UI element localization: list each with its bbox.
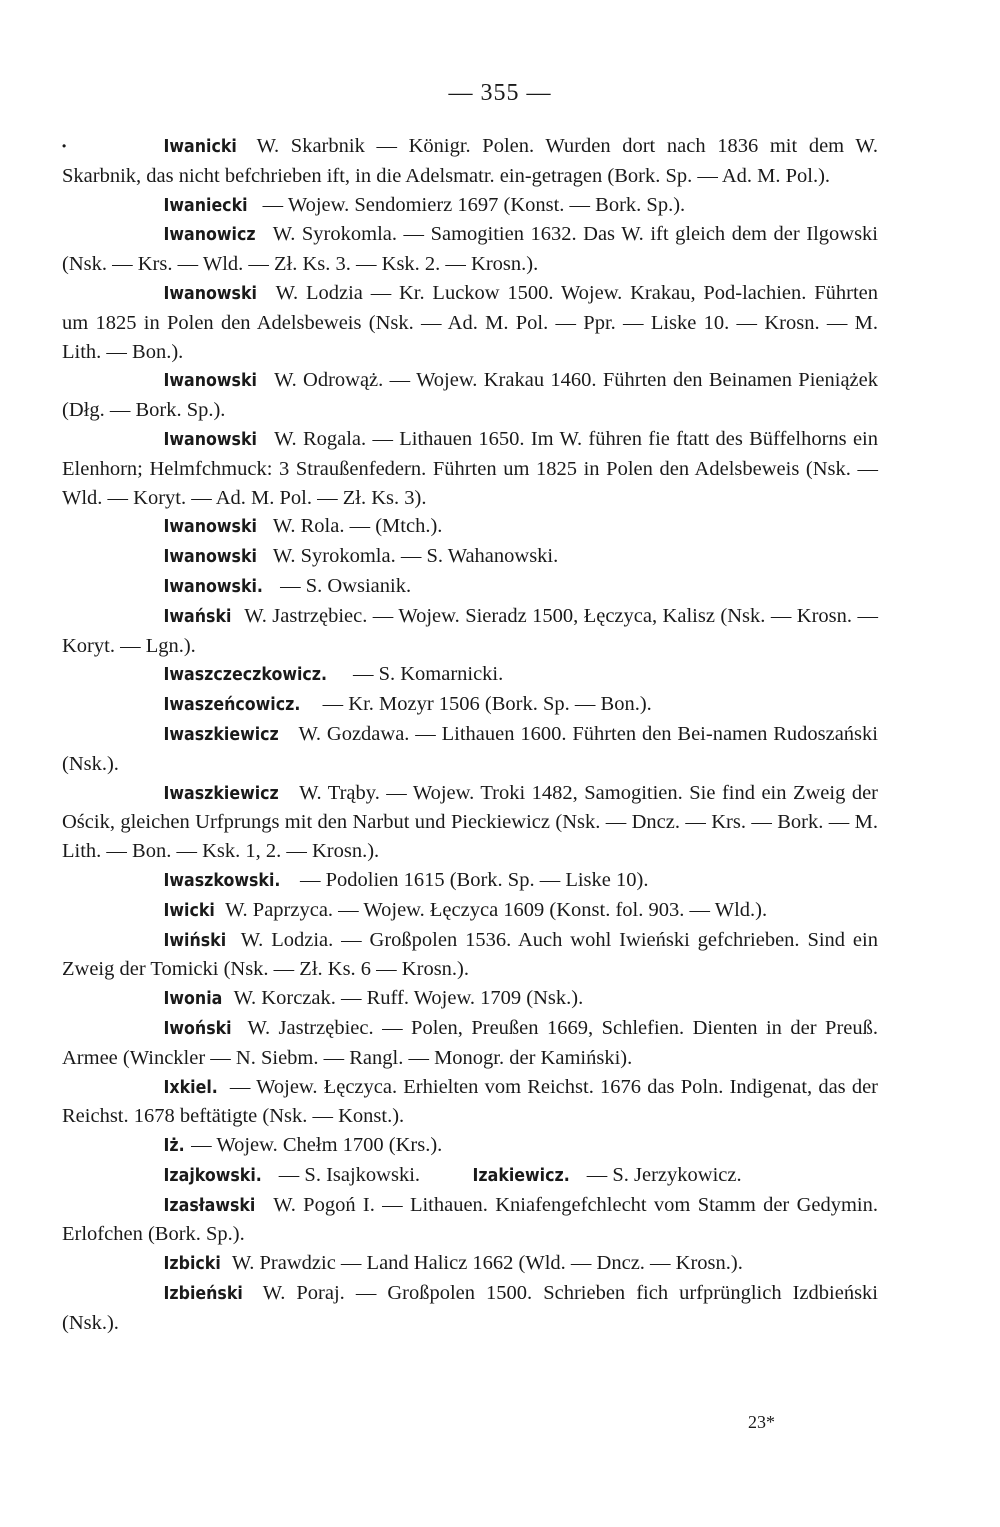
entry-text: W. Jastrzębiec. — Wojew. Sieradz 1500, Łęczyca, Kalisz (Nsk. — Krosn. — Koryt. — Lgn.). — [62, 604, 878, 657]
entry-text: W. Gozdawa. — Lithauen 1600. Führten den Bei-namen Rudoszański (Nsk.). — [62, 722, 878, 775]
entry-text: — S. Komarnicki. — [352, 663, 504, 686]
entry-headword: Iwaszkowski. — [163, 869, 281, 891]
entry-text: W. Rogala. — Lithauen 1650. Im W. führen fie ftatt des Büffelhorns ein Elenhorn; Helmfchmuck: 3 Straußenfedern. Führten um 1825 in Polen den Adelsbeweis (Nsk. — Wld. — Koryt. — Ad. M. Pol. — Zł. Ks. 3). — [62, 427, 878, 509]
entry — [62, 1161, 878, 1191]
entry — [62, 602, 878, 661]
entry-headword: Iwanowicz — [163, 224, 256, 246]
entry-text: W. Jastrzębiec. — Polen, Preußen 1669, Schlefien. Dienten in der Preuß. Armee (Winckler — N. Siebm. — Rangl. — Monogr. der Kamiński). — [62, 1016, 878, 1069]
entry-text: W. Prawdzic — Land Halicz 1662 (Wld. — Dncz. — Krosn.). — [231, 1252, 743, 1275]
entry — [62, 720, 878, 779]
entry — [62, 425, 878, 512]
entry-text: W. Paprzyca. — Wojew. Łęczyca 1609 (Konst. fol. 903. — Wld.). — [225, 898, 768, 921]
entry-text: — S. Owsianik. — [280, 574, 412, 597]
entry — [62, 926, 878, 985]
entry — [62, 512, 878, 542]
entry-text: — Wojew. Sendomierz 1697 (Konst. — Bork. Sp.). — [262, 193, 686, 216]
entry-headword: Izasławski — [163, 1194, 256, 1216]
entry-headword: Izakiewicz. — [472, 1164, 570, 1186]
entry — [62, 542, 878, 572]
entry-text: — S. Jerzykowicz. — [586, 1163, 742, 1186]
entry — [62, 1249, 878, 1279]
entry-text: W. Pogoń I. — Lithauen. Kniafengefchlecht vom Stamm der Gedymin. Erlofchen (Bork. Sp.). — [62, 1193, 878, 1246]
entry-text: W. Rola. — (Mtch.). — [272, 515, 443, 538]
entry-headword: Iwaszeńcowicz. — [163, 694, 301, 716]
entry-text: W. Syrokomla. — Samogitien 1632. Das W. ift gleich dem der Ilgowski (Nsk. — Krs. — Wld. — Zł. Ks. 3. — Ksk. 2. — Krosn.). — [62, 223, 878, 276]
entry-headword: Iwański — [163, 605, 232, 627]
entry-headword: Iwoński — [163, 1017, 232, 1039]
entry-text: W. Skarbnik — Königr. Polen. Wurden dort nach 1836 mit dem W. Skarbnik, das nicht befchrieben ift, in die Adelsmatr. ein-getragen (Bork. Sp. — Ad. M. Pol.). — [62, 135, 878, 187]
entry-text: — Wojew. Łęczyca. Erhielten vom Reichst. 1676 das Poln. Indigenat, das der Reichst. 1678 beftätigte (Nsk. — Konst.). — [62, 1075, 879, 1128]
entry-list — [62, 132, 878, 1338]
entry-headword: Iwanowski — [163, 370, 257, 392]
signature-mark: 23* — [748, 1412, 775, 1432]
entry-text: W. Korczak. — Ruff. Wojew. 1709 (Nsk.). — [233, 987, 584, 1010]
entry — [62, 279, 878, 366]
entry-headword: Iwanicki — [163, 136, 237, 157]
entry-headword: Iwanowski — [163, 546, 257, 568]
entry — [62, 220, 878, 279]
entry-headword: Iż. — [163, 1135, 185, 1157]
entry-headword: Izbicki — [163, 1253, 221, 1275]
entry-headword: Iwiński — [163, 929, 227, 951]
entry-headword: Iwaszczeczkowicz. — [163, 664, 328, 686]
entry — [62, 1279, 878, 1338]
entry — [62, 866, 878, 896]
entry-headword: Iwaszkiewicz — [163, 723, 279, 745]
entry — [62, 572, 878, 602]
entry — [62, 1014, 878, 1073]
entry-headword: Iwicki — [163, 899, 215, 921]
entry-text: — S. Isajkowski. — [278, 1163, 421, 1186]
entry-text: W. Lodzia — Kr. Luckow 1500. Wojew. Krakau, Pod-lachien. Führten um 1825 in Polen den Adelsbeweis (Nsk. — Ad. M. Pol. — Ppr. — Liske 10. — Krosn. — M. Lith. — Bon.). — [62, 281, 878, 363]
entry-text: W. Poraj. — Großpolen 1500. Schrieben fich urfprünglich Izdbieński (Nsk.). — [62, 1282, 878, 1334]
bullet-mark: • — [62, 139, 67, 153]
entry-text: — Kr. Mozyr 1506 (Bork. Sp. — Bon.). — [322, 693, 652, 716]
entry-text: W. Odrowąż. — Wojew. Krakau 1460. Führten den Beinamen Pieniążek (Dłg. — Bork. Sp.). — [62, 369, 878, 422]
entry — [62, 779, 878, 866]
entry — [62, 191, 878, 221]
entry-text: — Wojew. Chełm 1700 (Krs.). — [191, 1134, 443, 1157]
entry-headword: Iwaszkiewicz — [163, 782, 279, 804]
entry-text: W. Trąby. — Wojew. Troki 1482, Samogitien. Sie find ein Zweig der Ościk, gleichen Urfprungs mit den Narbut und Pieckiewicz (Nsk. — Dncz. — Krs. — Bork. — M. Lith. — Bon. — Ksk. 1, 2. — Krosn.). — [62, 781, 878, 863]
entry — [62, 1191, 878, 1250]
entry-headword: Ixkiel. — [163, 1076, 218, 1098]
entry — [62, 1131, 878, 1161]
entry — [62, 660, 878, 690]
entry-headword: Iwonia — [163, 988, 223, 1010]
entry-text: W. Syrokomla. — S. Wahanowski. — [272, 545, 559, 568]
entry — [62, 690, 878, 720]
entry — [62, 896, 878, 926]
entry-headword: Iwanowski — [163, 282, 257, 304]
entry-text: — Podolien 1615 (Bork. Sp. — Liske 10). — [299, 868, 649, 891]
entry — [62, 366, 878, 425]
entry-headword: Izajkowski. — [163, 1164, 262, 1186]
entry-headword: Iwaniecki — [163, 194, 248, 216]
entry-headword: Iwanowski. — [163, 575, 263, 597]
entry-text: W. Lodzia. — Großpolen 1536. Auch wohl Iwieński gefchrieben. Sind ein Zweig der Tomicki (Nsk. — Zł. Ks. 6 — Krosn.). — [62, 928, 878, 981]
entry — [62, 984, 878, 1014]
page-number: — 355 — — [448, 80, 552, 106]
entry-headword: Iwanowski — [163, 428, 257, 450]
entry-headword: Iwanowski — [163, 516, 257, 538]
entry-headword: Izbieński — [163, 1283, 243, 1305]
entry — [62, 1073, 878, 1132]
entry — [62, 132, 878, 191]
